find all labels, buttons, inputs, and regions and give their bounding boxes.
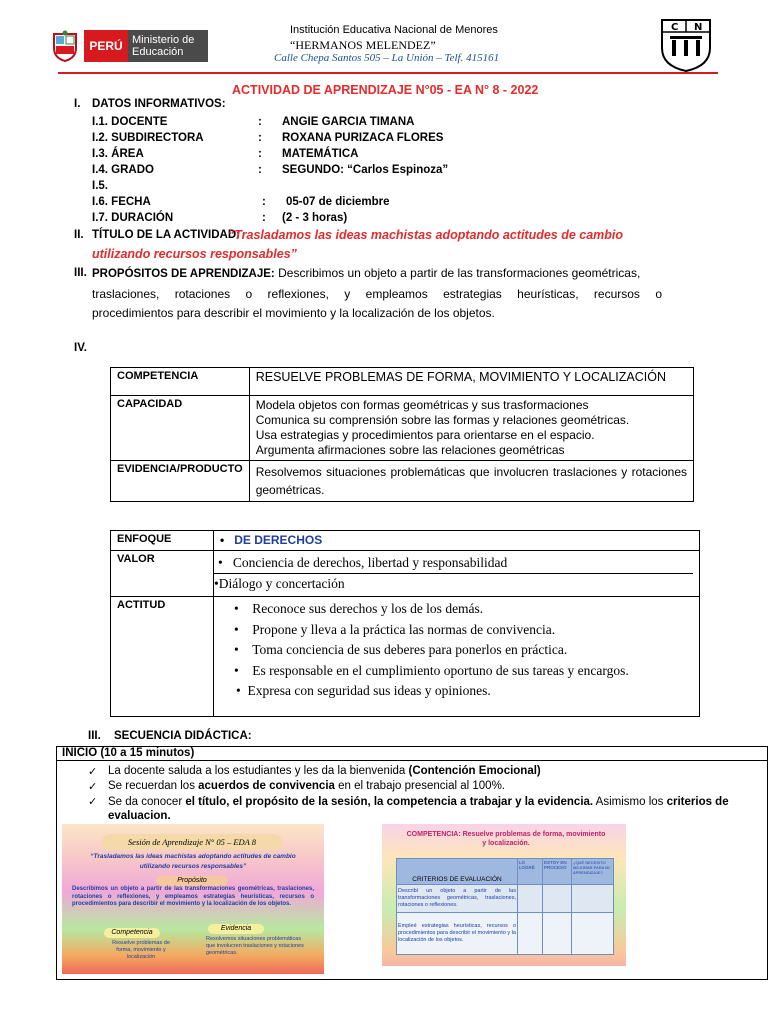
crest-letter-n: N [694,22,703,33]
info-colon: : [262,212,266,224]
purpose-text-line3: procedimientos para describir el movimiento y la localización de los objetos. [92,306,495,320]
info-subdirectora-label: I.2. SUBDIRECTORA [92,132,204,144]
valor-item: Diálogo y concertación [218,576,345,591]
slide1-proposito-text: Describimos un objeto a partir de las transformaciones geométricas, traslaciones, rotaciones o reflexiones, y empleamos estrategias heurísticas, recursos o procedimientos para describir el movimiento y la localización de los objetos. [72,886,314,907]
slide1-competencia-label: Competencia [104,928,160,938]
info-grado-value: SEGUNDO: “Carlos Espinoza” [282,164,449,176]
capacidad-item: Argumenta afirmaciones sobre las relaciones geométricas [255,443,565,457]
actitud-item: Es responsable en el cumplimiento oportuno de sus tareas y encargos. [252,662,629,678]
enfoque-value: DE DERECHOS [234,533,323,547]
section-iii-line1 [92,266,640,280]
info-colon: : [258,132,262,144]
activity-title-line2: utilizando recursos responsables” [92,247,297,261]
sequence-item-after: en el trabajo presencial al 100%. [334,780,505,792]
evaluacion-bold: evaluacion. [108,810,171,822]
section-sequence-number: III. [88,730,101,742]
actitud-item: Propone y lleva a la práctica las normas de convivencia. [252,621,556,637]
info-i5-label: I.5. [92,180,108,192]
capacidad-item: Modela objetos con formas geométricas y sus trasformaciones [255,398,589,412]
header-divider [58,72,718,74]
enfoque-cell: • DE DERECHOS [214,531,700,551]
capacidades-cell [249,396,693,461]
criterios-bold: criterios de [666,796,729,808]
actitudes-cell: • Reconoce sus derechos y los de los demás. • Propone y lleva a la práctica las normas de convivencia. • Toma conciencia de sus deberes para ponerlos en práctica. • Es responsable en el cumplimiento oportuno de sus tareas y encargos. • Expresa con seguridad sus ideas y opiniones. [214,597,700,717]
actitud-label: ACTITUD [111,597,214,717]
slide2-col-criterios: CRITERIOS DE EVALUACIÓN [397,859,518,885]
slide1-quote-line2: utilizando recursos responsables” [139,863,247,870]
capacidad-item: Comunica su comprensión sobre las formas y relaciones geométricas. [255,413,630,427]
sequence-item-bold: (Contención Emocional) [408,765,541,777]
purpose-text-line2: traslaciones, rotaciones o reflexiones, y empleamos estrategias heurísticas, recursos o [92,287,662,301]
competency-table [110,367,694,502]
school-address: Calle Chepa Santos 505 – La Unión – Telf. 415161 [274,52,500,64]
checkmark-icon: ✓ [88,781,98,793]
enfoque-table [110,530,700,717]
school-crest-icon [658,14,714,72]
checkmark-icon: ✓ [88,796,98,808]
inicio-header: INICIO (10 a 15 minutos) [56,746,768,761]
slide2-col-mejorar: ¿QUÉ NECESITO MEJORAR PARA MI APRENDIZAJE? [572,859,614,885]
slide1-quote-line1: “Trasladamos las ideas machistas adoptando actitudes de cambio [90,853,296,860]
capacidad-label: CAPACIDAD [111,396,250,461]
slide1-evidencia-text: Resolvemos situaciones problemáticas que involucren traslaciones y rotaciones geométricas. [206,936,304,956]
section-iii-number: III. [74,267,87,279]
sequence-item [88,795,764,823]
section-i-label: DATOS INFORMATIVOS: [92,98,226,110]
school-line2: “HERMANOS MELENDEZ” [290,38,436,52]
sequence-item [88,780,758,792]
info-fecha-value: 05-07 de diciembre [286,196,390,208]
competencia-value: RESUELVE PROBLEMAS DE FORMA, MOVIMIENTO Y LOCALIZACIÓN [249,368,693,396]
peru-label: PERÚ [84,30,128,62]
document-title: ACTIVIDAD DE APRENDIZAJE N°05 - EA N° 8 - 2022 [232,83,539,97]
capacidad-item: Usa estrategias y procedimientos para orientarse en el espacio. [255,428,595,442]
valor-item: Conciencia de derechos, libertad y responsabilidad [232,555,508,570]
slide2-criteria-table [396,858,614,955]
info-duracion-value: (2 - 3 horas) [282,212,348,224]
sequence-item-bold: acuerdos de convivencia [198,780,335,792]
slide1-quote [78,852,308,872]
section-i-number: I. [74,98,81,110]
info-colon: : [258,116,262,128]
section-iii-label: PROPÓSITOS DE APRENDIZAJE: [92,268,275,280]
actitud-item: Expresa con seguridad sus ideas y opiniones. [247,683,491,698]
slide2-col-logre: LO LOGRÉ [518,859,543,885]
evidencia-label: EVIDENCIA/PRODUCTO [111,461,250,502]
section-ii-number: II. [74,229,84,241]
sequence-item [88,765,758,777]
info-area-label: I.3. ÁREA [92,148,144,160]
session-slide-image [62,824,324,974]
valor-label: VALOR [111,551,214,597]
sequence-item-text: Se recuerdan los [108,780,199,792]
peru-shield-icon [50,30,80,62]
slide1-competencia-text: Resuelve problemas de forma, movimiento y localización [112,940,170,960]
slide2-col-proceso: ESTOY EN PROCESO [543,859,572,885]
info-colon: : [258,148,262,160]
slide2-criterio2: Empleé estrategias heurísticas, recursos o procedimientos para describir el movimiento y la localización de los objetos. [397,913,518,955]
slide2-criterio1: Describí un objeto a partir de las transformaciones geométricas, traslaciones, rotaciones o reflexiones. [397,885,518,913]
slide1-title: Sesión de Aprendizaje N° 05 – EDA 8 [102,834,282,850]
activity-title-line1: “Trasladamos las ideas machistas adoptando actitudes de cambio [228,228,624,242]
sequence-item-bold: el título, el propósito de la sesión, la competencia a trabajar y la evidencia. [185,796,594,808]
info-colon: : [262,196,266,208]
sequence-item-text: Se da conocer [108,796,186,808]
slide1-proposito-label: Propósito [156,876,228,886]
enfoque-label: ENFOQUE [111,531,214,551]
section-sequence-label: SECUENCIA DIDÁCTICA: [114,730,252,742]
slide1-evidencia-label: Evidencia [208,924,264,934]
sequence-item-after: Asimismo los [593,796,667,808]
purpose-text-line1: Describimos un objeto a partir de las transformaciones geométricas, [278,266,641,280]
valores-cell: • Conciencia de derechos, libertad y responsabilidad •Diálogo y concertación [214,551,700,597]
info-fecha-label: I.6. FECHA [92,196,151,208]
info-docente-value: ANGIE GARCIA TIMANA [282,116,415,128]
section-ii-label: TÍTULO DE LA ACTIVIDAD: [92,229,240,241]
slide2-title: COMPETENCIA: Resuelve problemas de forma, movimiento y localización. [406,831,606,847]
info-colon: : [258,164,262,176]
checkmark-icon: ✓ [88,766,98,778]
crest-letter-c: C [671,22,679,33]
criteria-slide-image [382,824,626,966]
info-grado-label: I.4. GRADO [92,164,154,176]
ministry-label: Ministerio de Educación [128,30,208,62]
info-docente-label: I.1. DOCENTE [92,116,168,128]
info-duracion-label: I.7. DURACIÓN [92,212,174,224]
actitud-item: Toma conciencia de sus deberes para ponerlos en práctica. [252,642,568,657]
info-area-value: MATEMÁTICA [282,148,359,160]
evidencia-value: Resolvemos situaciones problemáticas que involucren traslaciones y rotaciones geométricas. [249,461,693,502]
school-line1: Institución Educativa Nacional de Menores [290,24,498,36]
actitud-item: Reconoce sus derechos y los de los demás. [252,601,484,616]
info-subdirectora-value: ROXANA PURIZACA FLORES [282,132,444,144]
sequence-item-text: La docente saluda a los estudiantes y les da la bienvenida [108,765,409,777]
competencia-label: COMPETENCIA [111,368,250,396]
section-iv-number: IV. [74,342,88,354]
